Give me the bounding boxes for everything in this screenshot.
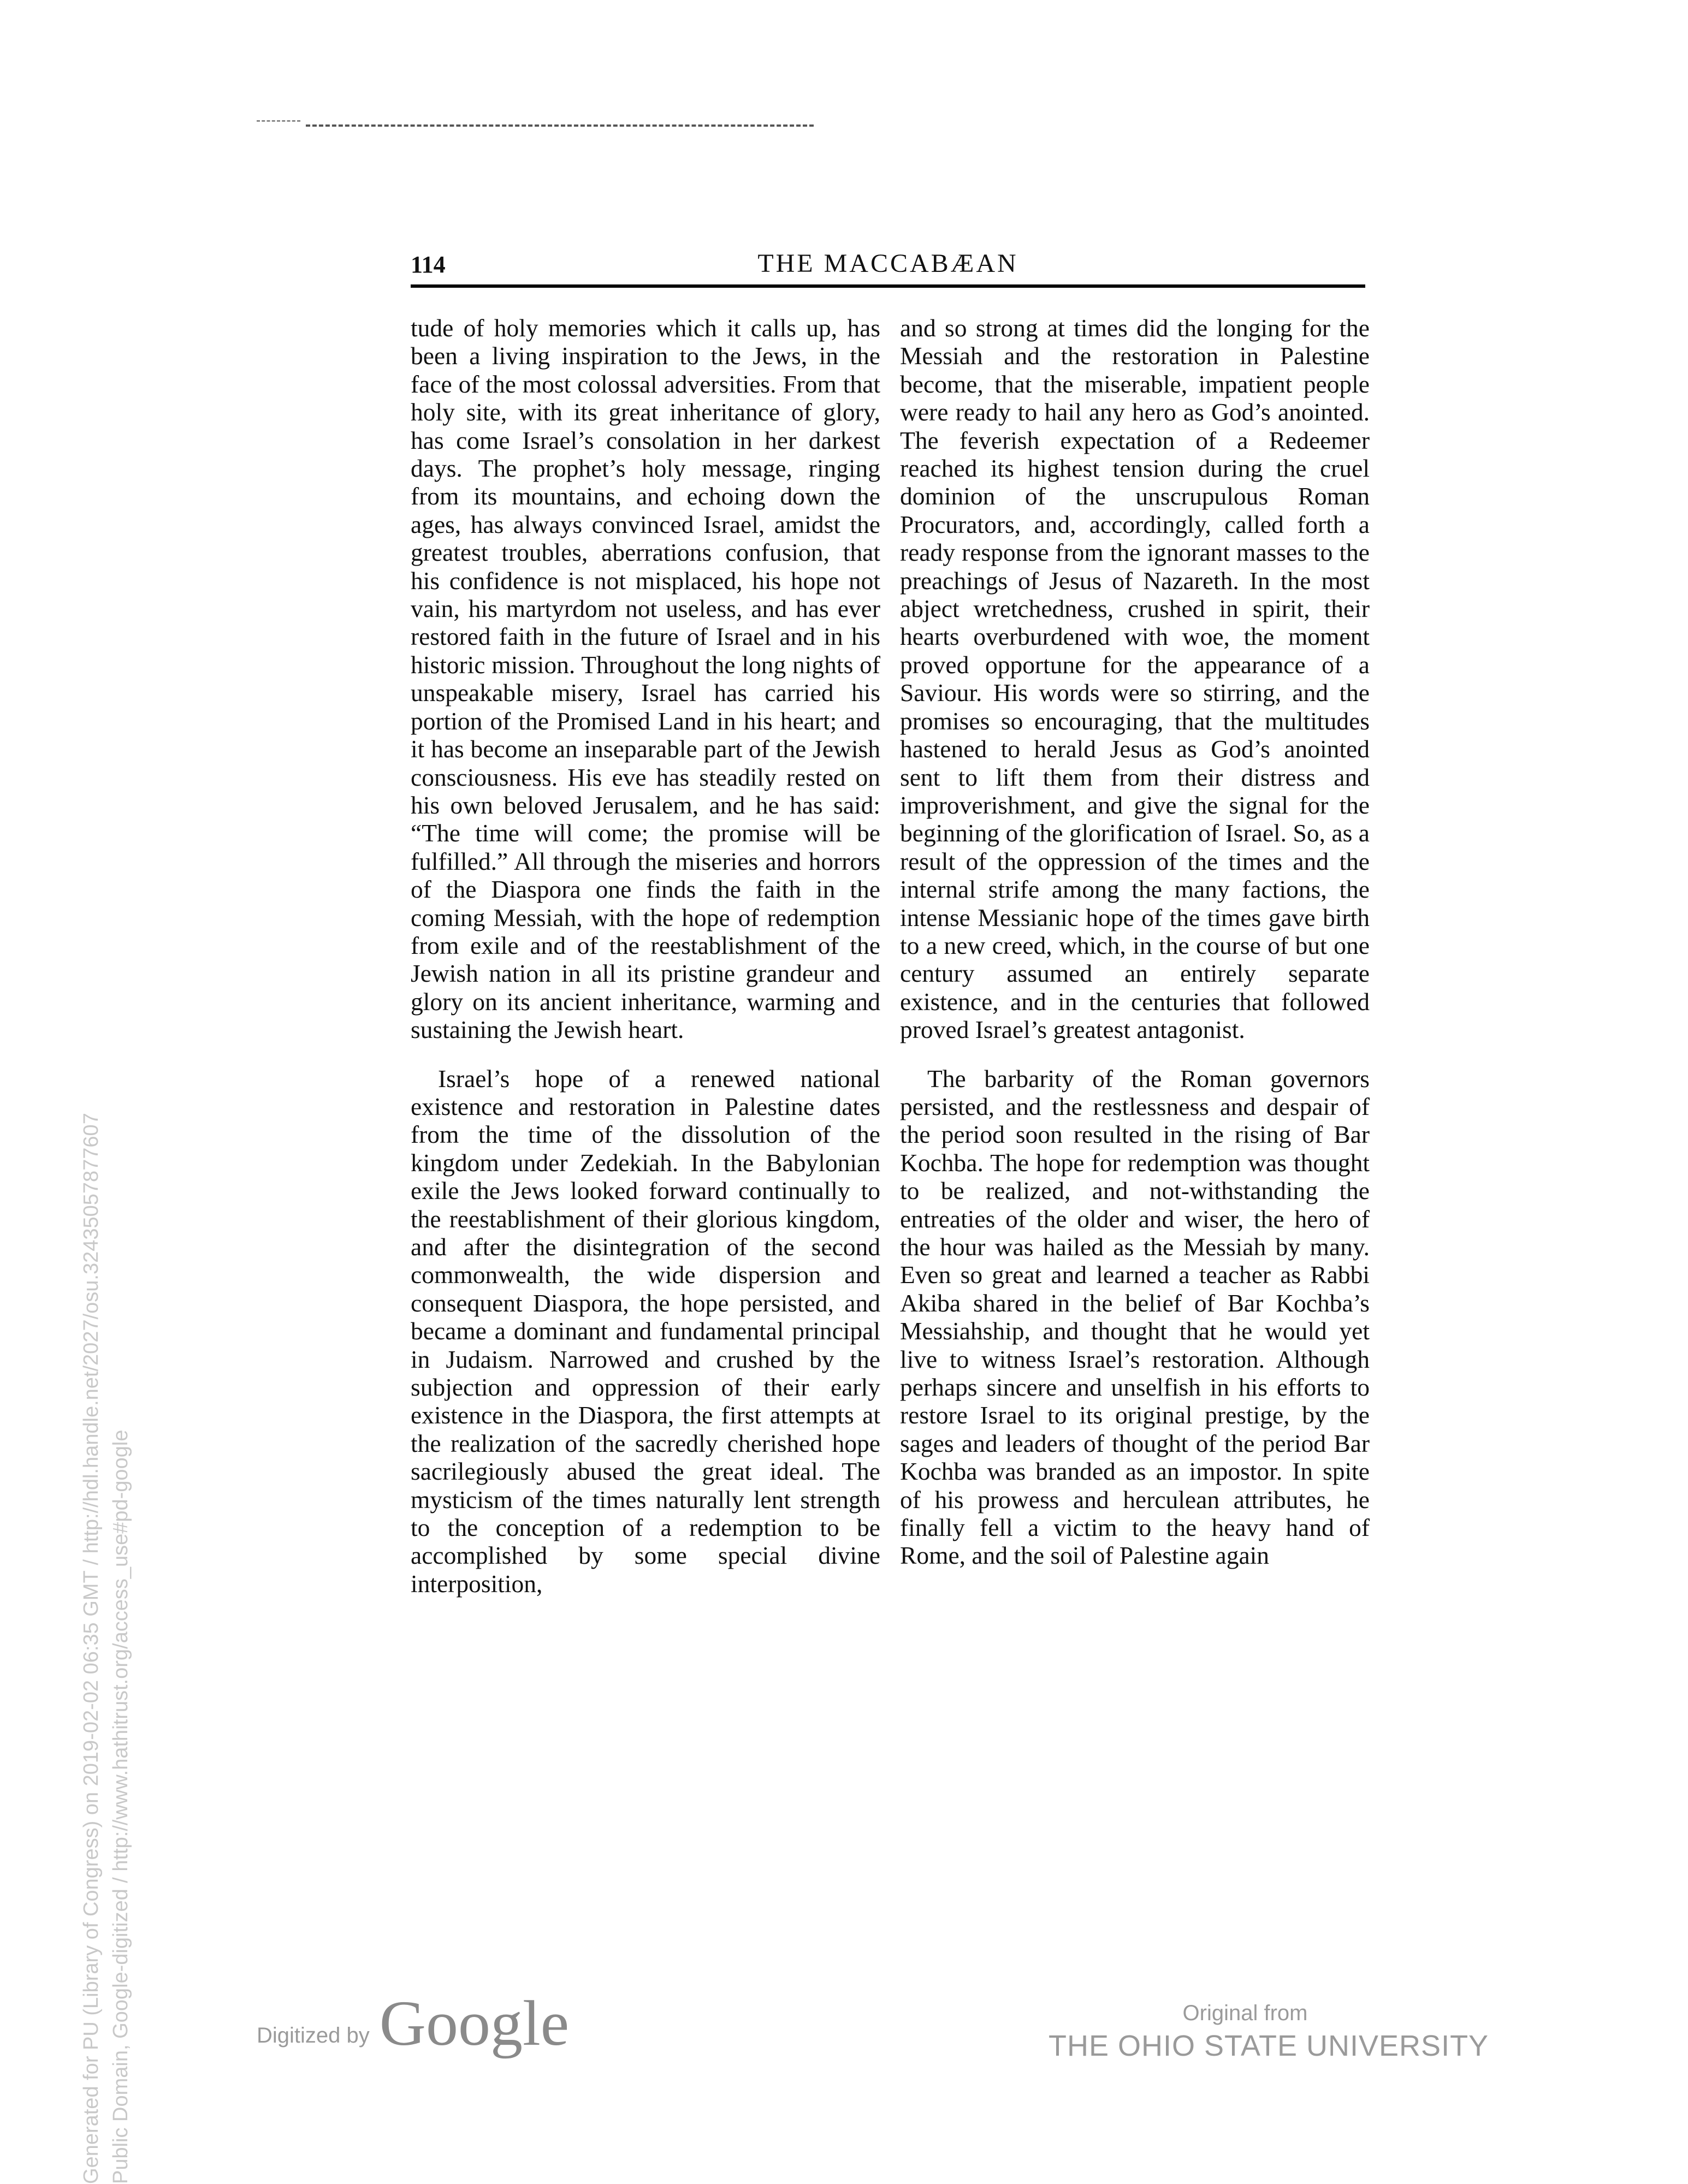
hathitrust-watermark bbox=[76, 764, 135, 2184]
digitized-by-label: Digitized by bbox=[257, 2023, 370, 2048]
watermark-line-public-domain: Public Domain, Google-digitized / http://www.hathitrust.org/access_use#pd-google bbox=[109, 1429, 132, 2184]
digitized-by-google bbox=[257, 1987, 570, 2059]
paragraph: tude of holy memories which it calls up, has been a living inspiration to the Jews, in the face of the most colossal adversities. From that holy site, with its great inheritance of glory, has come Israel’s consolation in her darkest days. The prophet’s holy message, ringing from its mountains, and echoing down the ages, has always convinced Israel, amidst the greatest troubles, aberrations confusion, that his confidence is not misplaced, his hope not vain, his martyrdom not useless, and has ever restored faith in the future of Israel and in his historic mission. Throughout the long nights of unspeakable misery, Israel has carried his portion of the Promised Land in his heart; and it has become an inseparable part of the Jewish consciousness. His eve has steadily rested on his own beloved Jerusalem, and he has said: “The time will come; the promise will be fulfilled.” All through the miseries and horrors of the Diaspora one finds the faith in the coming Messiah, with the hope of redemption from exile and of the reestablishment of the Jewish nation in all its pristine grandeur and glory on its ancient inheritance, warming and sustaining the Jewish heart. bbox=[411, 314, 880, 1044]
scan-artifact-rule-short bbox=[257, 120, 300, 122]
institution-name: THE OHIO STATE UNIVERSITY bbox=[1049, 2029, 1489, 2062]
page-number: 114 bbox=[411, 251, 446, 278]
paragraph: and so strong at times did the longing for the Messiah and the restoration in Palestine become, that the miserable, impatient people were ready to hail any hero as God’s anointed. The feverish expectation of a Redeemer reached its highest tension during the cruel dominion of the unscrupulous Roman Procurators, and, accordingly, called forth a ready response from the ignorant masses to the preachings of Jesus of Nazareth. In the most abject wretchedness, crushed in spirit, their hearts overburdened with woe, the moment proved opportune for the appearance of a Saviour. His words were so stirring, and the promises so encouraging, that the multitudes hastened to herald Jesus as God’s anointed sent to lift them from their distress and improverishment, and give the signal for the beginning of the glorification of Israel. So, as a result of the oppression of the times and the internal strife among the many factions, the intense Messianic hope of the times gave birth to a new creed, which, in the course of but one century assumed an entirely separate existence, and in the centuries that followed proved Israel’s greatest antagonist. bbox=[900, 314, 1370, 1044]
right-column bbox=[900, 314, 1370, 1570]
original-from-label: Original from bbox=[1182, 2001, 1308, 2025]
paragraph: The barbarity of the Roman governors persisted, and the restlessness and despair of the period soon resulted in the rising of Bar Kochba. The hope for redemption was thought to be realized, and not-withstanding the entreaties of the older and wiser, the hero of the hour was hailed as the Messiah by many. Even so great and learned a teacher as Rabbi Akiba shared in the belief of Bar Kochba’s Messiahship, and thought that he would yet live to witness Israel’s restoration. Although perhaps sincere and unselfish in his efforts to restore Israel to its original prestige, by the sages and leaders of thought of the period Bar Kochba was branded as an impostor. In spite of his prowess and herculean attributes, he finally fell a victim to the heavy hand of Rome, and the soil of Palestine again bbox=[900, 1064, 1370, 1570]
watermark-line-generated: Generated for PU (Library of Congress) on 2019-02-02 06:35 GMT / http://hdl.handle.net/2027/osu.32435057877607 bbox=[80, 1113, 103, 2184]
paragraph: Israel’s hope of a renewed national existence and restoration in Palestine dates from the time of the dissolution of the kingdom under Zedekiah. In the Babylonian exile the Jews looked forward continually to the reestablishment of their glorious kingdom, and after the disintegration of the second commonwealth, the wide dispersion and consequent Diaspora, the hope persisted, and became a dominant and fundamental principal in Judaism. Narrowed and crushed by the subjection and oppression of their early existence in the Diaspora, the first attempts at the realization of the sacredly cherished hope sacrilegiously abused the great ideal. The mysticism of the times naturally lent strength to the conception of a redemption to be accomplished by some special divine interposition, bbox=[411, 1064, 880, 1598]
scan-artifact-rule bbox=[306, 124, 814, 127]
running-title: THE MACCABÆAN bbox=[757, 249, 1018, 278]
google-logo: Google bbox=[379, 1987, 570, 2059]
original-source bbox=[1049, 2001, 1489, 2063]
page-header bbox=[411, 248, 1365, 288]
left-column bbox=[411, 314, 880, 1598]
